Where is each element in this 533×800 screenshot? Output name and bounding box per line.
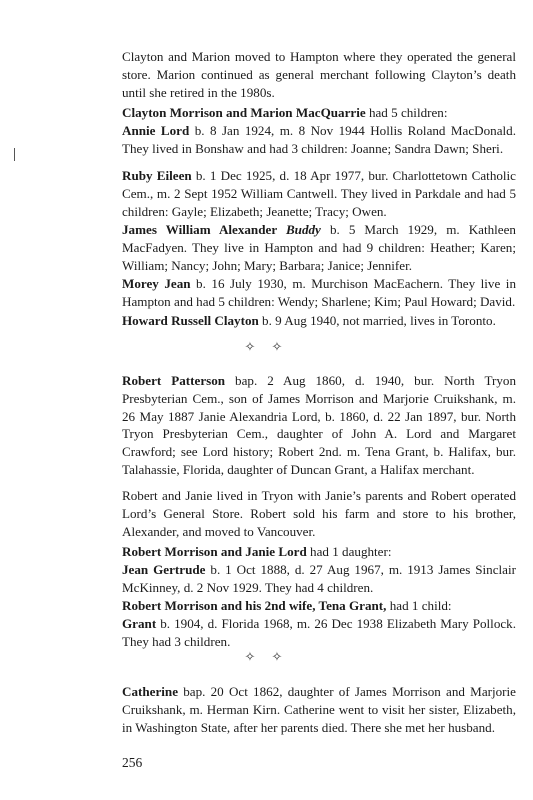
howard-entry (122, 312, 516, 330)
howard-text: b. 9 Aug 1940, not married, lives in Toronto. (258, 313, 496, 328)
margin-mark (14, 148, 15, 161)
james-entry (122, 221, 516, 274)
clayton-heading-names: Clayton Morrison and Marion MacQuarrie (122, 105, 366, 120)
annie-name: Annie Lord (122, 122, 190, 138)
howard-name: Howard Russell Clayton (122, 313, 259, 328)
robert-tena-family (122, 597, 516, 650)
robert-lord-heading: Robert Morrison and Janie Lord (122, 544, 307, 559)
annie-text: b. 8 Jan 1924, m. 8 Nov 1944 Hollis Roland MacDonald. They lived in Bonshaw and had 3 children: Joanne; Sandra Dawn; Sheri. (122, 122, 516, 156)
robert-tena-heading: Robert Morrison and his 2nd wife, Tena Grant, (122, 598, 387, 613)
page-number: 256 (122, 755, 143, 770)
robert-janie-paragraph: Robert and Janie lived in Tryon with Janie’s parents and Robert operated Lord’s General Store. Robert sold his farm and store to his brother, Alexander, and moved to Vancouver. (122, 488, 516, 539)
james-text: b. 5 March 1929, m. Kathleen MacFadyen. They live in Hampton and had 9 children: Heather; Karen; William; Nancy; John; Mary; Barbara; Janice; Jennifer. (122, 222, 516, 273)
james-nickname: Buddy (285, 222, 321, 237)
ruby-entry (122, 167, 516, 220)
jean-name: Jean Gertrude (122, 561, 206, 577)
ruby-name: Ruby Eileen (122, 168, 192, 183)
morey-text: b. 16 July 1930, m. Murchison MacEachern. They live in Hampton and had 5 children: Wendy; Sharlene; Kim; Paul Howard; David. (122, 276, 516, 309)
grant-text: b. 1904, d. Florida 1968, m. 26 Dec 1938 Elizabeth Mary Pollock. They had 3 children. (122, 615, 516, 649)
catherine-text: bap. 20 Oct 1862, daughter of James Morrison and Marjorie Cruikshank, m. Herman Kirn. Catherine went to visit her sister, Elizabeth, in Washington State, after her parents died. There she met her husband. (122, 684, 516, 735)
jean-text: b. 1 Oct 1888, d. 27 Aug 1967, m. 1913 James Sinclair McKinney, d. 2 Nov 1929. They had 4 children. (122, 561, 516, 595)
robert-tena-heading-rest: had 1 child: (386, 598, 452, 613)
robert-name: Robert Patterson (122, 373, 226, 388)
robert-patterson-entry (122, 372, 516, 479)
section-separator-1: ✧ ✧ (244, 340, 289, 355)
james-name: James William Alexander (122, 222, 286, 237)
section-separator-2: ✧ ✧ (244, 650, 289, 665)
morey-entry (122, 275, 516, 311)
grant-name: Grant (122, 615, 157, 631)
robert-lord-heading-rest: had 1 daughter: (306, 544, 392, 559)
catherine-entry (122, 683, 516, 736)
catherine-name: Catherine (122, 684, 179, 699)
morey-name: Morey Jean (122, 276, 191, 291)
clayton-family-heading (122, 104, 516, 157)
ruby-text: b. 1 Dec 1925, d. 18 Apr 1977, bur. Charlottetown Catholic Cem., m. 2 Sept 1952 William Cantwell. They lived in Parkdale and had 5 children: Gayle; Elizabeth; Jeanette; Tracy; Owen. (122, 168, 516, 219)
clayton-heading-rest: had 5 children: (365, 105, 448, 120)
intro-paragraph: Clayton and Marion moved to Hampton where they operated the general store. Marion continued as general merchant following Clayton’s death until she retired in the 1980s. (122, 49, 516, 100)
robert-text: bap. 2 Aug 1860, d. 1940, bur. North Tryon Presbyterian Cem., son of James Morrison and Marjorie Cruikshank, m. 26 May 1887 Janie Alexandria Lord, b. 1860, d. 22 Jan 1897, bur. North Tryon Presbyterian Cem., daughter of John A. Lord and Margaret Crawford; see Lord history; Robert 2nd. m. Tena Grant, b. Halifax, bur. Talahassie, Florida, daughter of Duncan Grant, a Halifax merchant. (122, 373, 516, 477)
robert-lord-family (122, 543, 516, 596)
